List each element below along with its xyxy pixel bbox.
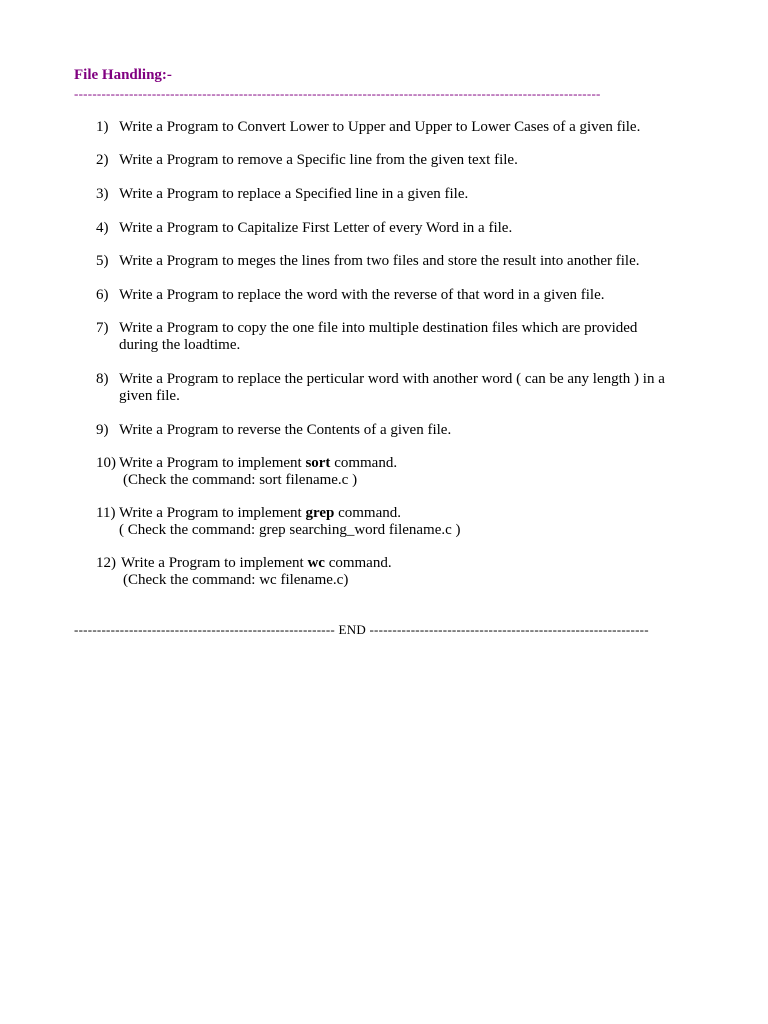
command-name: sort bbox=[305, 455, 331, 471]
item-number: 12) bbox=[96, 555, 116, 571]
command-name: grep bbox=[305, 505, 335, 521]
item-text: Write a Program to copy the one file into multiple destination files which are provided bbox=[119, 320, 638, 336]
check-command-note: (Check the command: wc filename.c) bbox=[123, 572, 349, 588]
item-number: 3) bbox=[96, 186, 109, 202]
end-divider: --------------------------------------------------------- END ------------------------------------------------------------- bbox=[74, 622, 649, 637]
item-text: Write a Program to meges the lines from two files and store the result into another file. bbox=[119, 253, 640, 269]
item-text: Write a Program to Capitalize First Letter of every Word in a file. bbox=[119, 220, 513, 236]
item-text: Write a Program to replace the perticular word with another word ( can be any length ) in a bbox=[119, 371, 665, 387]
item-number: 1) bbox=[96, 119, 109, 135]
item-number: 5) bbox=[96, 253, 109, 269]
title-divider: ------------------------------------------------------------------------------------------------------------------- bbox=[74, 86, 601, 101]
item-text-continued: given file. bbox=[119, 388, 180, 404]
item-number: 8) bbox=[96, 371, 109, 387]
item-number: 10) bbox=[96, 455, 116, 471]
page-title: File Handling:- bbox=[74, 67, 172, 83]
item-text-suffix: command. bbox=[330, 455, 398, 471]
item-text: Write a Program to replace a Specified line in a given file. bbox=[119, 186, 469, 202]
item-text: Write a Program to implement bbox=[119, 455, 306, 471]
command-name: wc bbox=[307, 555, 325, 571]
item-text: Write a Program to remove a Specific line from the given text file. bbox=[119, 152, 518, 168]
item-number: 2) bbox=[96, 152, 109, 168]
item-text-suffix: command. bbox=[324, 555, 392, 571]
item-text: Write a Program to reverse the Contents of a given file. bbox=[119, 422, 452, 438]
check-command-note: ( Check the command: grep searching_word filename.c ) bbox=[119, 522, 461, 538]
item-text: Write a Program to Convert Lower to Upper and Upper to Lower Cases of a given file. bbox=[119, 119, 641, 135]
check-command-note: (Check the command: sort filename.c ) bbox=[123, 472, 358, 488]
item-number: 6) bbox=[96, 287, 109, 303]
item-number: 7) bbox=[96, 320, 109, 336]
item-text: Write a Program to replace the word with the reverse of that word in a given file. bbox=[119, 287, 605, 303]
item-number: 9) bbox=[96, 422, 109, 438]
item-number: 4) bbox=[96, 220, 109, 236]
item-number: 11) bbox=[96, 505, 116, 521]
item-text: Write a Program to implement bbox=[119, 505, 306, 521]
item-text: Write a Program to implement bbox=[121, 555, 308, 571]
item-text-continued: during the loadtime. bbox=[119, 337, 241, 353]
item-text-suffix: command. bbox=[334, 505, 401, 521]
